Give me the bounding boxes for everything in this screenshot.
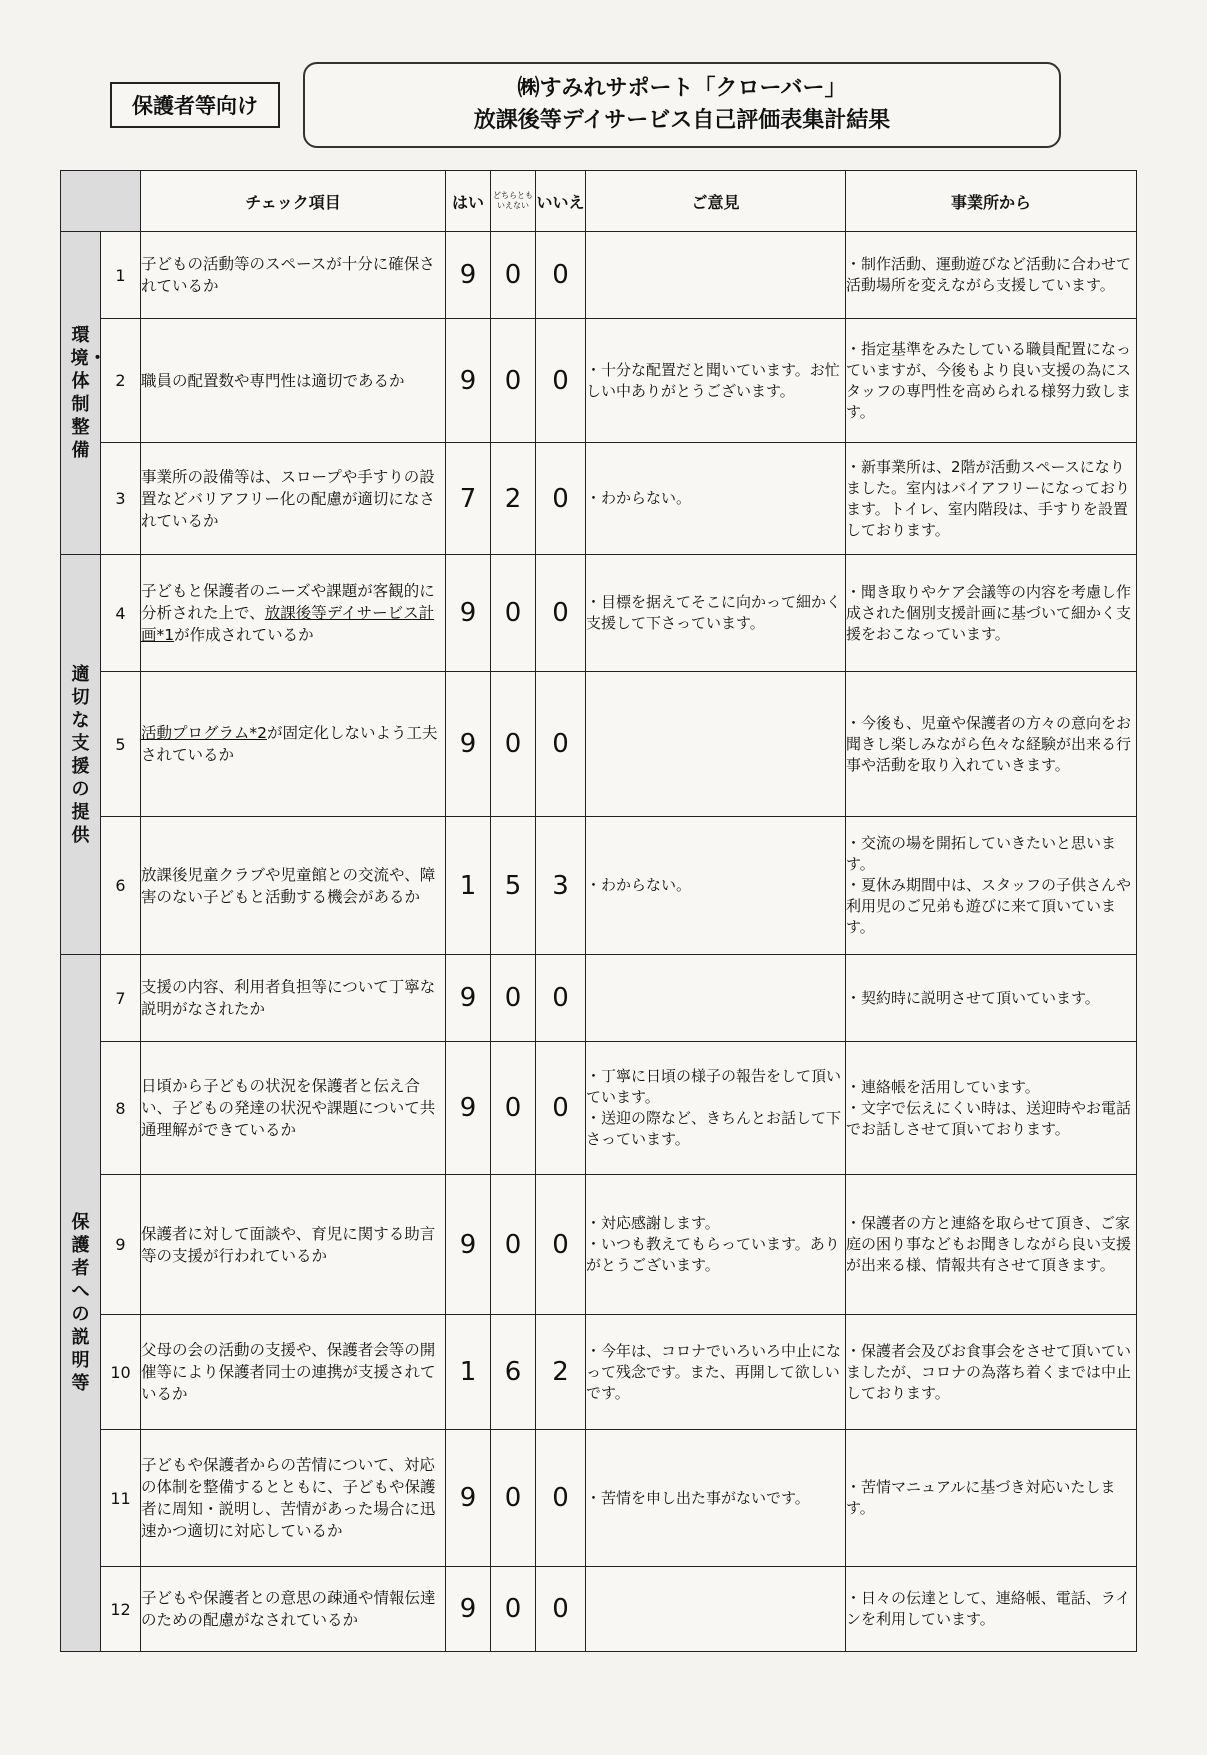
- header-row: [61, 171, 1137, 232]
- check-item: 放課後児童クラブや児童館との交流や、障害のない子どもと活動する機会があるか: [141, 817, 446, 955]
- row-number: 7: [101, 955, 141, 1042]
- office-response: ・日々の伝達として、連絡帳、電話、ラインを利用しています。: [846, 1567, 1137, 1652]
- yes-count: 9: [446, 672, 491, 817]
- opinion-text: [586, 1567, 846, 1652]
- document-title: [303, 62, 1061, 148]
- office-response: ・新事業所は、2階が活動スペースになりました。室内はバイアフリーになっております。トイレ、室内階段は、手すりを設置しております。: [846, 443, 1137, 555]
- yes-count: 9: [446, 1430, 491, 1567]
- opinion-text: [586, 672, 846, 817]
- yes-count: 9: [446, 555, 491, 672]
- check-item: 支援の内容、利用者負担等について丁寧な説明がなされたか: [141, 955, 446, 1042]
- check-item-text: 子どもと保護者のニーズや課題が客観的に分析された上で、: [141, 582, 435, 622]
- opinion-text: ・今年は、コロナでいろいろ中止になって残念です。また、再開して欲しいです。: [586, 1315, 846, 1430]
- yes-count: 7: [446, 443, 491, 555]
- no-count: 0: [536, 1175, 586, 1315]
- opinion-text: ・丁寧に日頃の様子の報告をして頂いています。 ・送迎の際など、きちんとお話して下さっています。: [586, 1042, 846, 1175]
- neutral-count: 0: [491, 1042, 536, 1175]
- yes-count: 9: [446, 1567, 491, 1652]
- no-count: 3: [536, 817, 586, 955]
- category-explanation: 保護者への説明等: [61, 955, 101, 1652]
- header-no: いいえ: [536, 171, 586, 232]
- header-corner: [61, 171, 141, 232]
- check-item: 日頃から子どもの状況を保護者と伝え合い、子どもの発達の状況や課題について共通理解ができているか: [141, 1042, 446, 1175]
- office-response: ・今後も、児童や保護者の方々の意向をお聞きし楽しみながら色々な経験が出来る行事や活動を取り入れていきます。: [846, 672, 1137, 817]
- yes-count: 1: [446, 817, 491, 955]
- row-number: 9: [101, 1175, 141, 1315]
- office-response: ・連絡帳を活用しています。 ・文字で伝えにくい時は、送迎時やお電話でお話しさせて頂いております。: [846, 1042, 1137, 1175]
- neutral-count: 0: [491, 955, 536, 1042]
- office-response: ・契約時に説明させて頂いています。: [846, 955, 1137, 1042]
- neutral-count: 5: [491, 817, 536, 955]
- row-number: 10: [101, 1315, 141, 1430]
- header-office: 事業所から: [846, 171, 1137, 232]
- check-item: 子どもの活動等のスペースが十分に確保されているか: [141, 232, 446, 319]
- no-count: 2: [536, 1315, 586, 1430]
- no-count: 0: [536, 232, 586, 319]
- row-number: 4: [101, 555, 141, 672]
- row-number: 12: [101, 1567, 141, 1652]
- opinion-text: ・対応感謝します。 ・いつも教えてもらっています。ありがとうございます。: [586, 1175, 846, 1315]
- opinion-text: ・目標を据えてそこに向かって細かく支援して下さっています。: [586, 555, 846, 672]
- office-response: ・苦情マニュアルに基づき対応いたします。: [846, 1430, 1137, 1567]
- opinion-text: [586, 955, 846, 1042]
- check-item: 父母の会の活動の支援や、保護者会等の開催等により保護者同士の連携が支援されているか: [141, 1315, 446, 1430]
- check-item: 子どもや保護者からの苦情について、対応の体制を整備するとともに、子どもや保護者に周知・説明し、苦情があった場合に迅速かつ適切に対応しているか: [141, 1430, 446, 1567]
- office-response: ・交流の場を開拓していきたいと思います。 ・夏休み期間中は、スタッフの子供さんや利用児のご兄弟も遊びに来て頂いています。: [846, 817, 1137, 955]
- opinion-text: ・わからない。: [586, 817, 846, 955]
- no-count: 0: [536, 319, 586, 443]
- check-item: 保護者に対して面談や、育児に関する助言等の支援が行われているか: [141, 1175, 446, 1315]
- row-number: 8: [101, 1042, 141, 1175]
- check-item: 事業所の設備等は、スロープや手すりの設置などバリアフリー化の配慮が適切になされているか: [141, 443, 446, 555]
- office-response: ・保護者の方と連絡を取らせて頂き、ご家庭の困り事などもお聞きしながら良い支援が出来る様、情報共有させて頂きます。: [846, 1175, 1137, 1315]
- opinion-text: ・十分な配置だと聞いています。お忙しい中ありがとうございます。: [586, 319, 846, 443]
- check-item: [141, 555, 446, 672]
- check-item: [141, 672, 446, 817]
- table-row: [61, 1567, 1137, 1652]
- neutral-count: 0: [491, 1567, 536, 1652]
- header-item: チェック項目: [141, 171, 446, 232]
- activity-program-term: 活動プログラム*2: [141, 724, 267, 742]
- evaluation-table: [60, 170, 1137, 1652]
- neutral-count: 2: [491, 443, 536, 555]
- row-number: 11: [101, 1430, 141, 1567]
- row-number: 1: [101, 232, 141, 319]
- table-row: [61, 443, 1137, 555]
- header-opinion: ご意見: [586, 171, 846, 232]
- table-row: [61, 1175, 1137, 1315]
- no-count: 0: [536, 555, 586, 672]
- table-row: [61, 817, 1137, 955]
- yes-count: 9: [446, 955, 491, 1042]
- table-row: [61, 1042, 1137, 1175]
- no-count: 0: [536, 672, 586, 817]
- row-number: 3: [101, 443, 141, 555]
- neutral-count: 0: [491, 672, 536, 817]
- header-yes: はい: [446, 171, 491, 232]
- yes-count: 9: [446, 1042, 491, 1175]
- office-response: ・聞き取りやケア会議等の内容を考慮し作成された個別支援計画に基づいて細かく支援をおこなっています。: [846, 555, 1137, 672]
- yes-count: 9: [446, 1175, 491, 1315]
- office-response: ・制作活動、運動遊びなど活動に合わせて活動場所を変えながら支援しています。: [846, 232, 1137, 319]
- service-plan-term: 放課後等デイサービス計画*1: [141, 604, 435, 644]
- table-row: [61, 232, 1137, 319]
- office-response: ・保護者会及びお食事会をさせて頂いていましたが、コロナの為落ち着くまでは中止しております。: [846, 1315, 1137, 1430]
- opinion-text: ・苦情を申し出た事がないです。: [586, 1430, 846, 1567]
- table-row: [61, 672, 1137, 817]
- no-count: 0: [536, 1042, 586, 1175]
- title-line-1: ㈱すみれサポート「クローバー」: [517, 76, 847, 101]
- table-row: [61, 1430, 1137, 1567]
- title-line-2: 放課後等デイサービス自己評価表集計結果: [473, 108, 891, 133]
- opinion-text: ・わからない。: [586, 443, 846, 555]
- check-item-text: が固定化しないよう工夫されているか: [141, 724, 438, 764]
- table-row: [61, 555, 1137, 672]
- neutral-count: 0: [491, 1175, 536, 1315]
- table-row: [61, 955, 1137, 1042]
- neutral-count: 6: [491, 1315, 536, 1430]
- check-item: 子どもや保護者との意思の疎通や情報伝達のための配慮がなされているか: [141, 1567, 446, 1652]
- table-row: [61, 1315, 1137, 1430]
- no-count: 0: [536, 443, 586, 555]
- category-environment: 環境・体制整備: [61, 232, 101, 555]
- opinion-text: [586, 232, 846, 319]
- table-row: [61, 319, 1137, 443]
- neutral-count: 0: [491, 1430, 536, 1567]
- row-number: 5: [101, 672, 141, 817]
- no-count: 0: [536, 955, 586, 1042]
- neutral-count: 0: [491, 319, 536, 443]
- yes-count: 9: [446, 319, 491, 443]
- audience-tag: 保護者等向け: [110, 82, 280, 128]
- yes-count: 1: [446, 1315, 491, 1430]
- no-count: 0: [536, 1430, 586, 1567]
- row-number: 2: [101, 319, 141, 443]
- category-support: 適切な支援の提供: [61, 555, 101, 955]
- office-response: ・指定基準をみたしている職員配置になっていますが、今後もより良い支援の為にスタッフの専門性を高められる様努力致します。: [846, 319, 1137, 443]
- neutral-count: 0: [491, 232, 536, 319]
- header-neutral: どちらとも いえない: [491, 171, 536, 232]
- check-item-text: が作成されているか: [174, 626, 314, 644]
- check-item: 職員の配置数や専門性は適切であるか: [141, 319, 446, 443]
- neutral-count: 0: [491, 555, 536, 672]
- row-number: 6: [101, 817, 141, 955]
- yes-count: 9: [446, 232, 491, 319]
- no-count: 0: [536, 1567, 586, 1652]
